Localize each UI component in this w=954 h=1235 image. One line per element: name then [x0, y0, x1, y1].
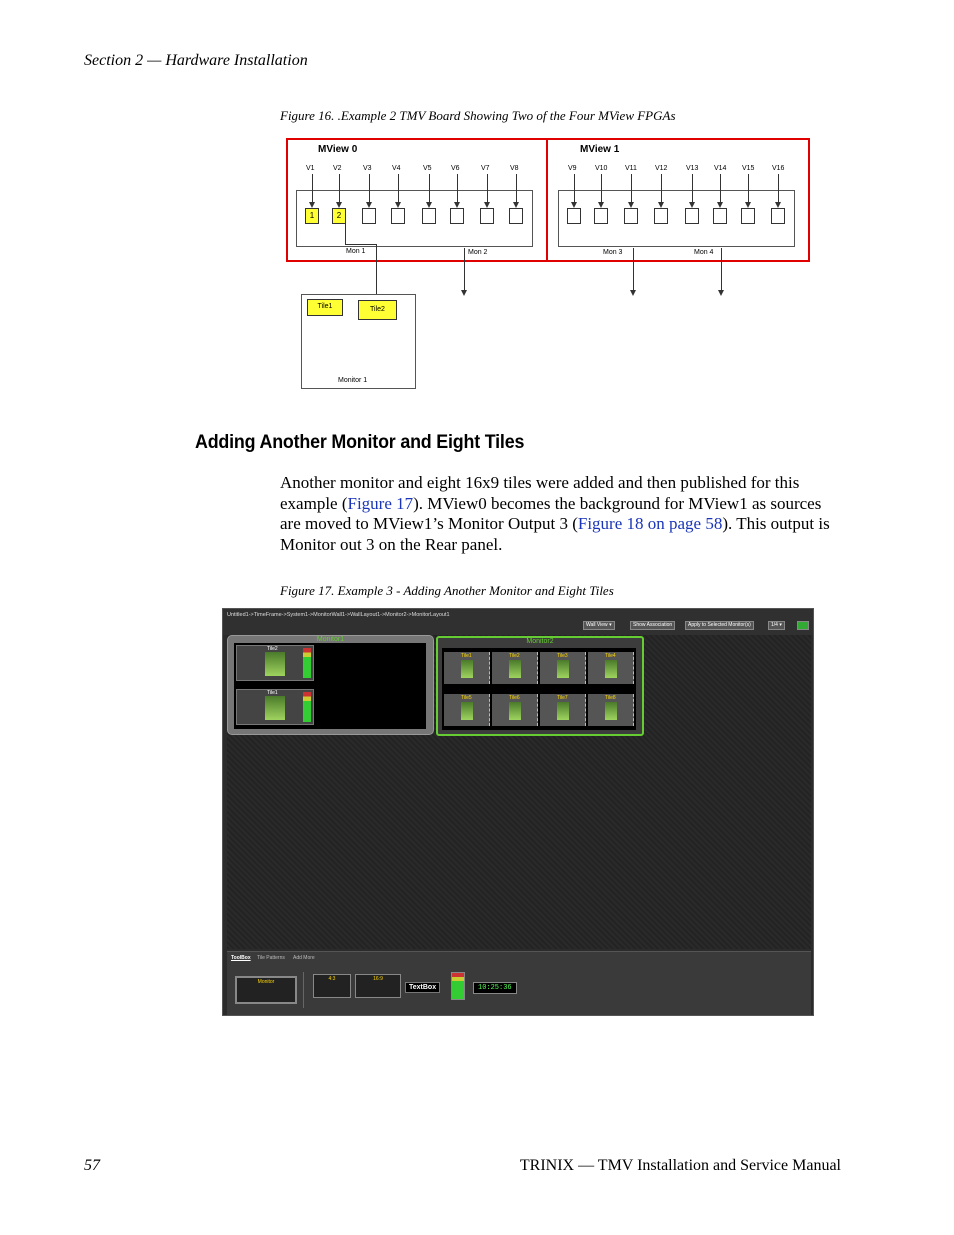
- section-heading: Adding Another Monitor and Eight Tiles: [195, 432, 525, 453]
- video-thumb: [509, 660, 521, 678]
- figure16-diagram: [286, 138, 810, 393]
- input-arrow: [312, 174, 313, 202]
- input-square: [567, 208, 581, 224]
- toolbox-audio-meter[interactable]: [451, 972, 465, 1000]
- tile-label: Tile6: [509, 695, 520, 701]
- input-square: [624, 208, 638, 224]
- input-square: [685, 208, 699, 224]
- toolbox-clock[interactable]: 10:25:36: [473, 982, 517, 994]
- monitor2-title: Monitor2: [526, 638, 554, 645]
- input-square: [771, 208, 785, 224]
- input-arrow: [574, 174, 575, 202]
- monitor1-layout: [234, 643, 426, 729]
- tile-label: Tile8: [605, 695, 616, 701]
- mview0-input-label: V2: [333, 165, 342, 172]
- video-thumb: [509, 702, 521, 720]
- wall-view-select[interactable]: Wall View ▾: [583, 621, 615, 630]
- mview1-input-label: V16: [772, 165, 785, 172]
- audio-meter: [303, 648, 311, 678]
- toolbox-monitor[interactable]: Monitor: [235, 976, 297, 1004]
- mview1-input-label: V12: [655, 165, 668, 172]
- mview0-input-label: V6: [451, 165, 460, 172]
- input-arrow: [748, 174, 749, 202]
- mview1-input-label: V11: [625, 165, 637, 172]
- show-association-button[interactable]: Show Association: [630, 621, 675, 630]
- input-square: [362, 208, 376, 224]
- monitor2-layout: [442, 648, 636, 730]
- video-thumb: [605, 660, 617, 678]
- input-arrow: [516, 174, 517, 202]
- toolbox-tile-16x9[interactable]: 16:9: [355, 974, 401, 998]
- tile-number-box: 2: [332, 208, 346, 224]
- tile-label: Tile7: [557, 695, 568, 701]
- body-text-1: Another monitor and eight 16x9 tiles were added and then published for this example (: [280, 473, 800, 513]
- mview0-input-label: V3: [363, 165, 372, 172]
- footer-title: TRINIX — TMV Installation and Service Manual: [519, 1157, 841, 1174]
- figure17-screenshot: [222, 608, 814, 1016]
- page-number: 57: [84, 1157, 100, 1174]
- video-thumb: [265, 696, 285, 720]
- input-arrow: [339, 174, 340, 202]
- input-arrow: [429, 174, 430, 202]
- mon1-label: Mon 1: [346, 248, 366, 255]
- body-text-3: ). This output is Monitor out 3 on the Rear panel.: [280, 514, 830, 554]
- input-arrow: [457, 174, 458, 202]
- input-square: [480, 208, 494, 224]
- input-square: [594, 208, 608, 224]
- mview1-input-label: V10: [595, 165, 608, 172]
- mon2-tile[interactable]: [444, 652, 490, 684]
- video-thumb: [461, 660, 473, 678]
- toolbox-textbox[interactable]: TextBox: [405, 982, 440, 993]
- apply-selected-button[interactable]: Apply to Selected Monitor(s): [685, 621, 754, 630]
- input-arrow: [661, 174, 662, 202]
- mon2-tile[interactable]: [540, 694, 586, 726]
- input-arrow: [778, 174, 779, 202]
- input-square: [422, 208, 436, 224]
- tile-label: Tile4: [605, 653, 616, 659]
- running-header: Section 2 — Hardware Installation: [84, 52, 308, 69]
- video-thumb: [557, 702, 569, 720]
- mon2-tile[interactable]: [444, 694, 490, 726]
- mview1-input-label: V15: [742, 165, 755, 172]
- figure16-caption: Figure 16. .Example 2 TMV Board Showing Two of the Four MView FPGAs: [280, 108, 676, 123]
- mon2-tile[interactable]: [588, 652, 634, 684]
- mon2-tile[interactable]: [492, 652, 538, 684]
- monitor-wall-canvas[interactable]: [227, 635, 811, 949]
- tile-label: Tile1: [461, 653, 472, 659]
- input-arrow: [601, 174, 602, 202]
- input-square: [509, 208, 523, 224]
- toolbox-panel: [227, 951, 811, 1015]
- video-thumb: [461, 702, 473, 720]
- input-arrow: [487, 174, 488, 202]
- meter-icon: [797, 621, 809, 630]
- breadcrumb: Untitled1->TimeFrame->System1->MonitorWall1->WallLayout1->Monitor2->MonitorLayout1: [227, 612, 450, 618]
- mon1-tile[interactable]: Tile2: [236, 645, 314, 681]
- tile-label: Tile5: [461, 695, 472, 701]
- monitor1[interactable]: [227, 635, 434, 735]
- input-square: [713, 208, 727, 224]
- mon2-label: Mon 2: [468, 249, 488, 256]
- input-arrow: [631, 174, 632, 202]
- mview0-input-label: V4: [392, 165, 401, 172]
- input-arrow: [720, 174, 721, 202]
- mview1-input-label: V14: [714, 165, 727, 172]
- input-square: [741, 208, 755, 224]
- monitor1-title: Monitor1: [316, 636, 345, 643]
- mon2-tile[interactable]: [540, 652, 586, 684]
- tab-toolbox[interactable]: ToolBox: [231, 955, 251, 961]
- input-square: [391, 208, 405, 224]
- input-arrow: [369, 174, 370, 202]
- tile-label: Tile3: [557, 653, 568, 659]
- video-thumb: [605, 702, 617, 720]
- mview0-input-label: V8: [510, 165, 519, 172]
- figure17-link[interactable]: Figure 17: [347, 493, 414, 513]
- body-paragraph: [280, 473, 840, 555]
- page-select[interactable]: 1/4 ▾: [768, 621, 785, 630]
- mview1-input-label: V9: [568, 165, 577, 172]
- mon1-tile[interactable]: Tile1: [236, 689, 314, 725]
- mview0-input-label: V7: [481, 165, 490, 172]
- monitor2[interactable]: [436, 636, 644, 736]
- video-thumb: [265, 652, 285, 676]
- tile2-box: Tile2: [358, 300, 397, 320]
- toolbox-tile-4x3[interactable]: 4:3: [313, 974, 351, 998]
- input-arrow: [398, 174, 399, 202]
- figure18-link[interactable]: Figure 18 on page 58: [577, 514, 723, 533]
- mon2-tile[interactable]: [492, 694, 538, 726]
- mview1-input-label: V13: [686, 165, 699, 172]
- input-square: [450, 208, 464, 224]
- body-text-2: ). MView0 becomes the background for MView1 as sources are moved to MView1’s Monitor Output 3 (: [280, 493, 822, 533]
- mview0-input-label: V1: [306, 165, 315, 172]
- mview0-input-label: V5: [423, 165, 432, 172]
- tab-tile-patterns[interactable]: Tile Patterns: [257, 955, 285, 961]
- mon4-label: Mon 4: [694, 249, 714, 256]
- mon2-tile[interactable]: [588, 694, 634, 726]
- tab-add-more[interactable]: Add More: [293, 955, 315, 961]
- figure17-caption: Figure 17. Example 3 - Adding Another Monitor and Eight Tiles: [280, 583, 614, 598]
- monitor1-label: Monitor 1: [338, 377, 368, 384]
- mview0-title: MView 0: [318, 144, 358, 155]
- input-square: [654, 208, 668, 224]
- tile-label: Tile2: [509, 653, 520, 659]
- app-top-bar: [223, 609, 813, 635]
- audio-meter: [303, 692, 311, 722]
- video-thumb: [557, 660, 569, 678]
- input-arrow: [692, 174, 693, 202]
- tile1-box: Tile1: [307, 299, 343, 316]
- mon3-label: Mon 3: [603, 249, 623, 256]
- mview1-title: MView 1: [580, 144, 620, 155]
- tile-number-box: 1: [305, 208, 319, 224]
